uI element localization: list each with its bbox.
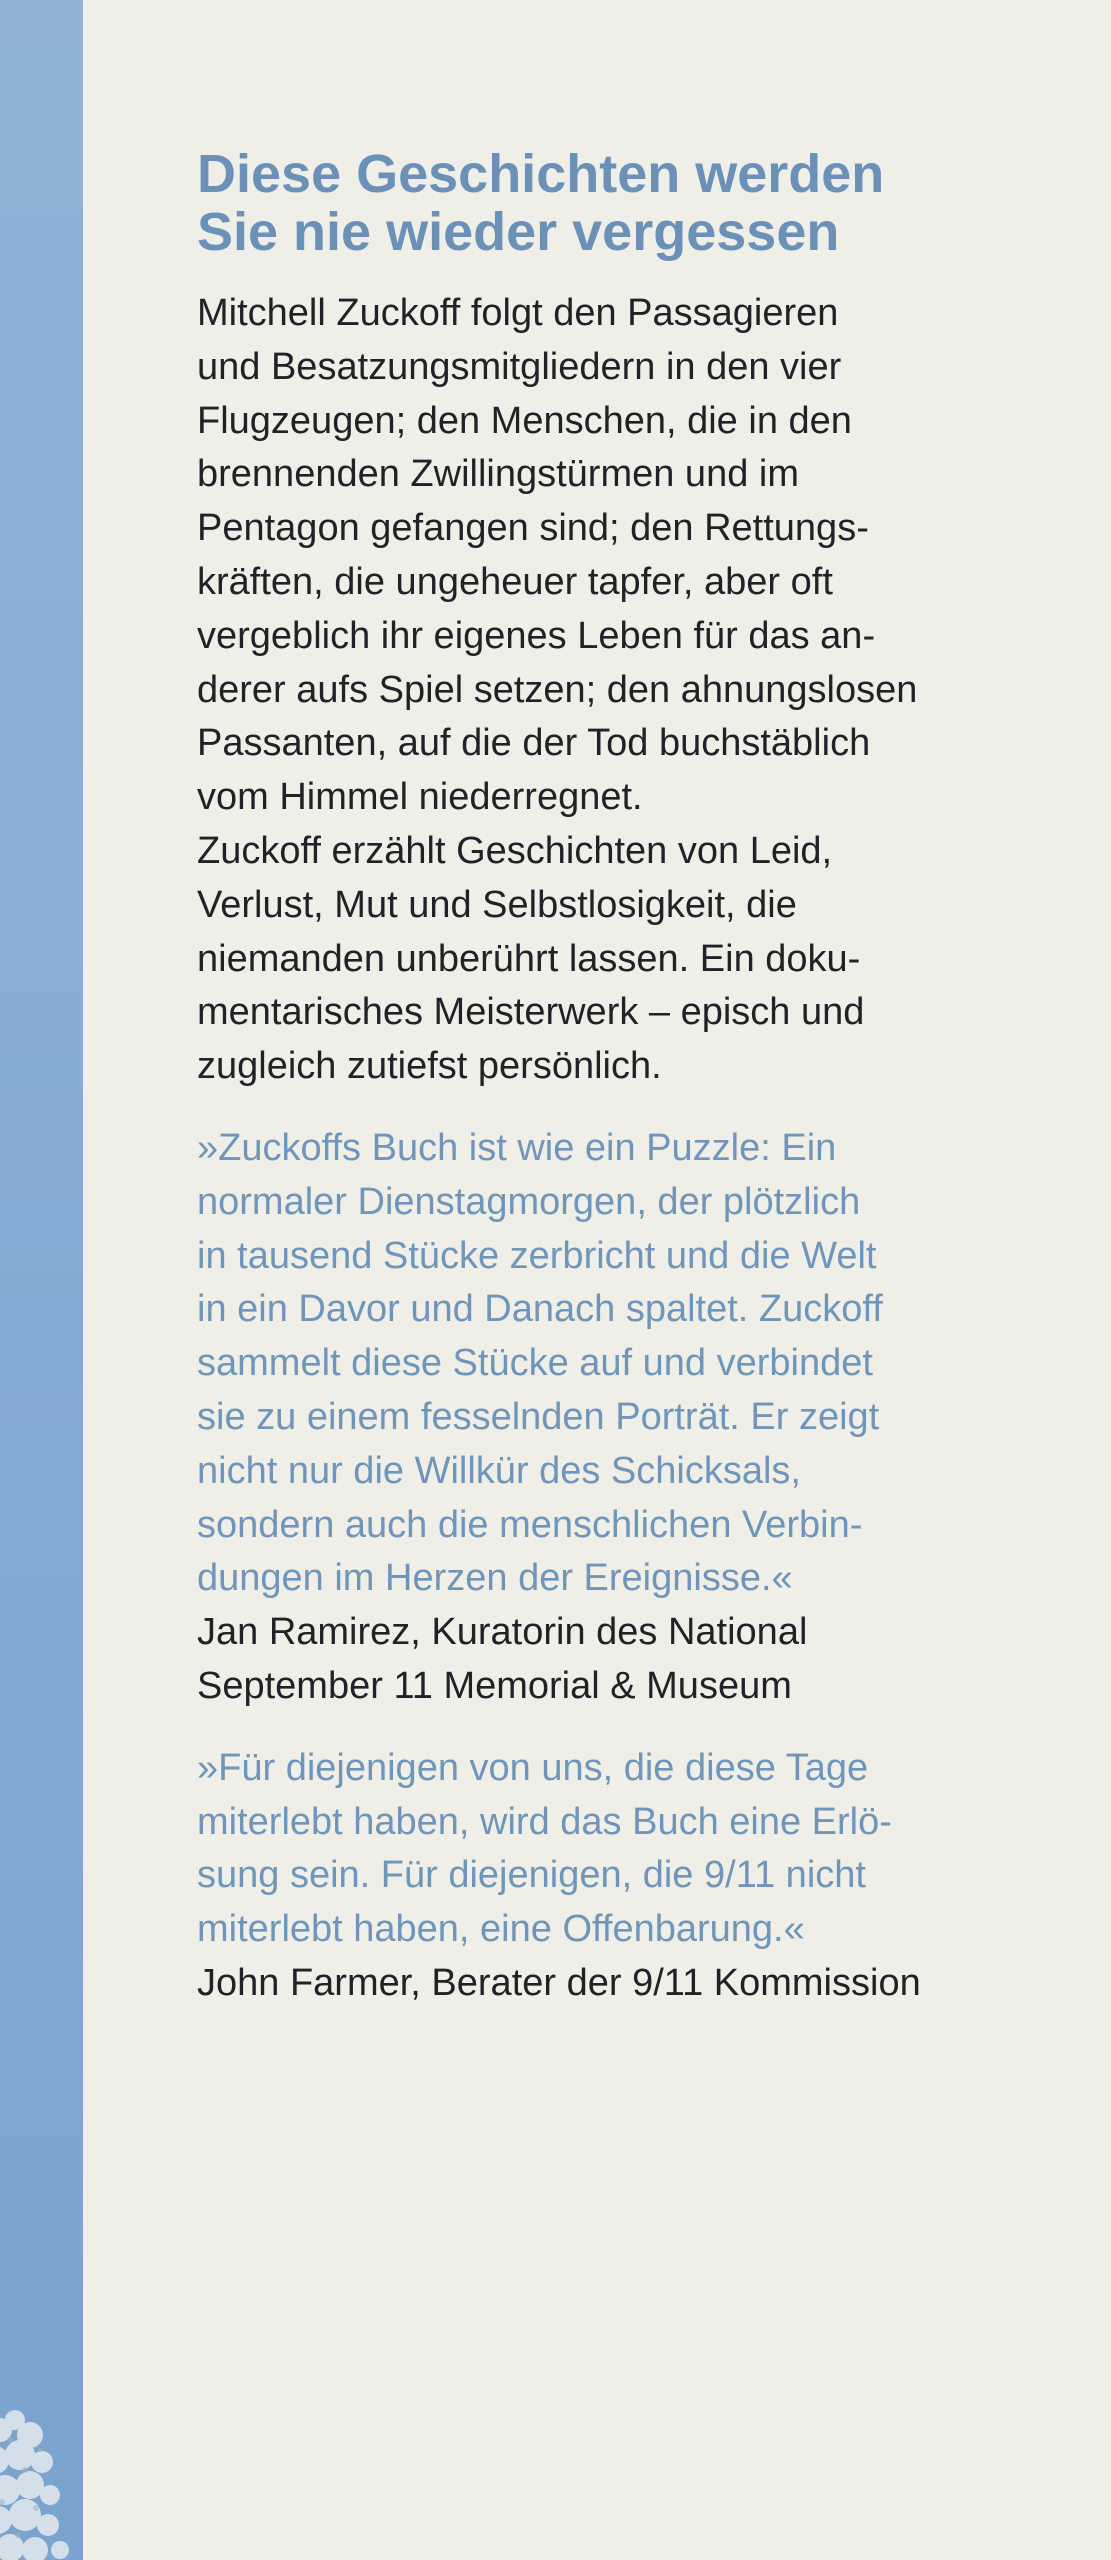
description-line: niemanden unberührt lassen. Ein doku- <box>197 937 861 980</box>
description-line: kräften, die ungeheuer tapfer, aber oft <box>197 560 833 603</box>
quote-line: normaler Dienstagmorgen, der plötzlich <box>197 1180 861 1223</box>
review-quote-1 <box>197 1122 1017 1714</box>
description-line: zugleich zutiefst persönlich. <box>197 1045 662 1088</box>
cover-image-strip <box>0 0 83 2560</box>
quote-line: in tausend Stücke zerbricht und die Welt <box>197 1234 877 1277</box>
quote-line: »Für diejenigen von uns, die diese Tage <box>197 1746 869 1789</box>
quote-line: miterlebt haben, wird das Buch eine Erlö- <box>197 1800 892 1843</box>
quote-line: dungen im Herzen der Ereignisse.« <box>197 1557 793 1600</box>
description-line: mentarisches Meisterwerk – episch und <box>197 991 865 1034</box>
quote-line: miterlebt haben, eine Offenbarung.« <box>197 1908 805 1951</box>
description-line: brennenden Zwillingstürmen und im <box>197 453 799 496</box>
description-line: und Besatzungsmitgliedern in den vier <box>197 345 842 388</box>
quote-line: sie zu einem fesselnden Porträt. Er zeigt <box>197 1395 880 1438</box>
description <box>197 287 1017 1094</box>
back-cover-text <box>197 145 1017 2039</box>
quote-text <box>197 1742 1017 1957</box>
description-line: vom Himmel niederregnet. <box>197 776 643 819</box>
attribution-line: September 11 Memorial & Museum <box>197 1664 792 1707</box>
attribution-line: Jan Ramirez, Kuratorin des National <box>197 1611 808 1654</box>
quote-line: sondern auch die menschlichen Verbin- <box>197 1503 863 1546</box>
quote-line: nicht nur die Willkür des Schicksals, <box>197 1449 801 1492</box>
description-line: Zuckoff erzählt Geschichten von Leid, <box>197 829 833 872</box>
description-line: derer aufs Spiel setzen; den ahnungslosen <box>197 668 918 711</box>
description-line: vergeblich ihr eigenes Leben für das an- <box>197 614 876 657</box>
quote-text <box>197 1122 1017 1606</box>
snow-texture <box>0 2390 80 2560</box>
quote-line: »Zuckoffs Buch ist wie ein Puzzle: Ein <box>197 1126 837 1169</box>
description-paragraph <box>197 287 1017 1094</box>
quote-attribution <box>197 1606 1017 1714</box>
quote-line: sammelt diese Stücke auf und verbindet <box>197 1342 873 1385</box>
quote-line: in ein Davor und Danach spaltet. Zuckoff <box>197 1288 883 1331</box>
quote-attribution <box>197 1957 1017 2011</box>
description-line: Verlust, Mut und Selbstlosigkeit, die <box>197 883 797 926</box>
headline <box>197 145 1017 261</box>
description-line: Mitchell Zuckoff folgt den Passagieren <box>197 292 839 334</box>
description-line: Pentagon gefangen sind; den Rettungs- <box>197 507 869 550</box>
headline-line: Diese Geschichten werden <box>197 144 885 204</box>
review-quote-2 <box>197 1742 1017 2011</box>
description-line: Flugzeugen; den Menschen, die in den <box>197 399 852 442</box>
headline-line: Sie nie wieder vergessen <box>197 202 840 262</box>
attribution-line: John Farmer, Berater der 9/11 Kommission <box>197 1961 921 2004</box>
quote-line: sung sein. Für diejenigen, die 9/11 nicht <box>197 1854 866 1897</box>
description-line: Passanten, auf die der Tod buchstäblich <box>197 722 871 765</box>
